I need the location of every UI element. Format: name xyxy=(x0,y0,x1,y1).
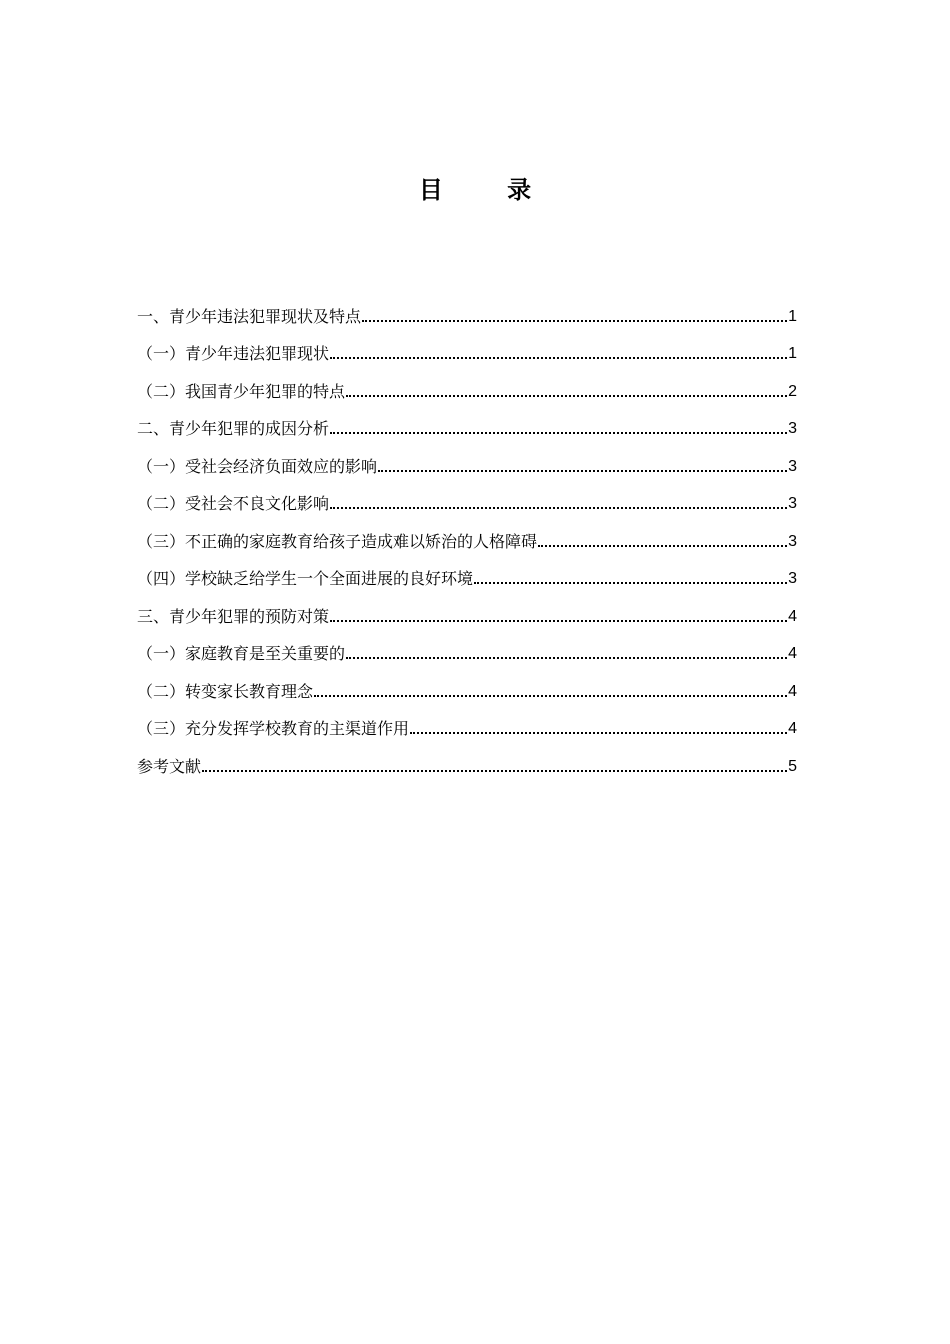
toc-entry-page: 4 xyxy=(788,607,797,625)
toc-entry-label: （二）我国青少年犯罪的特点 xyxy=(137,381,346,401)
toc-entry-page: 2 xyxy=(788,382,797,400)
dot-leader xyxy=(314,695,787,697)
toc-entry-label: （一）受社会经济负面效应的影响 xyxy=(137,456,378,476)
dot-leader xyxy=(330,507,787,509)
dot-leader xyxy=(474,582,787,584)
toc-entry-label: （二）受社会不良文化影响 xyxy=(137,494,330,513)
toc-entry[interactable] xyxy=(137,290,797,328)
toc-entry[interactable] xyxy=(137,628,797,666)
toc-entry-page: 4 xyxy=(788,682,797,700)
toc-entry-label: （三）不正确的家庭教育给孩子造成难以矫治的人格障碍 xyxy=(137,531,538,551)
toc-entry-label: （四）学校缺乏给学生一个全面进展的良好环境 xyxy=(137,569,474,588)
toc-entry-label: 一、青少年违法犯罪现状及特点 xyxy=(137,306,362,326)
toc-entry[interactable] xyxy=(137,740,797,778)
toc-entry[interactable] xyxy=(137,328,797,366)
toc-entry[interactable] xyxy=(137,365,797,403)
dot-leader xyxy=(362,320,787,322)
toc-entry[interactable] xyxy=(137,478,797,516)
toc-entry[interactable] xyxy=(137,440,797,478)
dot-leader xyxy=(538,545,787,547)
dot-leader xyxy=(346,657,787,659)
toc-entry[interactable] xyxy=(137,590,797,628)
toc-entry-page: 1 xyxy=(788,307,797,325)
toc-entry[interactable] xyxy=(137,515,797,553)
toc-title: 目 录 xyxy=(418,176,560,204)
dot-leader xyxy=(330,357,787,359)
toc-entry-label: 参考文献 xyxy=(137,756,202,776)
toc-entry-page: 3 xyxy=(788,420,797,437)
toc-entry-page: 1 xyxy=(788,345,797,362)
dot-leader xyxy=(346,395,787,397)
toc-entry[interactable] xyxy=(137,403,797,441)
toc-entry-page: 5 xyxy=(788,757,797,775)
toc-entry-label: （二）转变家长教育理念 xyxy=(137,681,314,701)
toc-entry[interactable] xyxy=(137,703,797,741)
toc-entry-label: 二、青少年犯罪的成因分析 xyxy=(137,419,330,438)
toc-entry-page: 3 xyxy=(788,570,797,587)
dot-leader xyxy=(202,770,787,772)
toc-entry-label: （一）家庭教育是至关重要的 xyxy=(137,644,346,663)
toc-entry-label: （一）青少年违法犯罪现状 xyxy=(137,344,330,363)
toc-entry[interactable] xyxy=(137,665,797,703)
toc-entry-page: 3 xyxy=(788,457,797,475)
toc-entry-page: 3 xyxy=(788,495,797,512)
dot-leader xyxy=(410,732,787,734)
dot-leader xyxy=(378,470,787,472)
toc-entry-page: 4 xyxy=(788,645,797,662)
toc-entry-label: （三）充分发挥学校教育的主渠道作用 xyxy=(137,719,410,738)
toc-entry-page: 3 xyxy=(788,532,797,550)
toc-list xyxy=(137,290,797,778)
toc-entry-page: 4 xyxy=(788,720,797,737)
dot-leader xyxy=(330,432,787,434)
toc-entry-label: 三、青少年犯罪的预防对策 xyxy=(137,606,330,626)
toc-entry[interactable] xyxy=(137,553,797,591)
dot-leader xyxy=(330,620,787,622)
